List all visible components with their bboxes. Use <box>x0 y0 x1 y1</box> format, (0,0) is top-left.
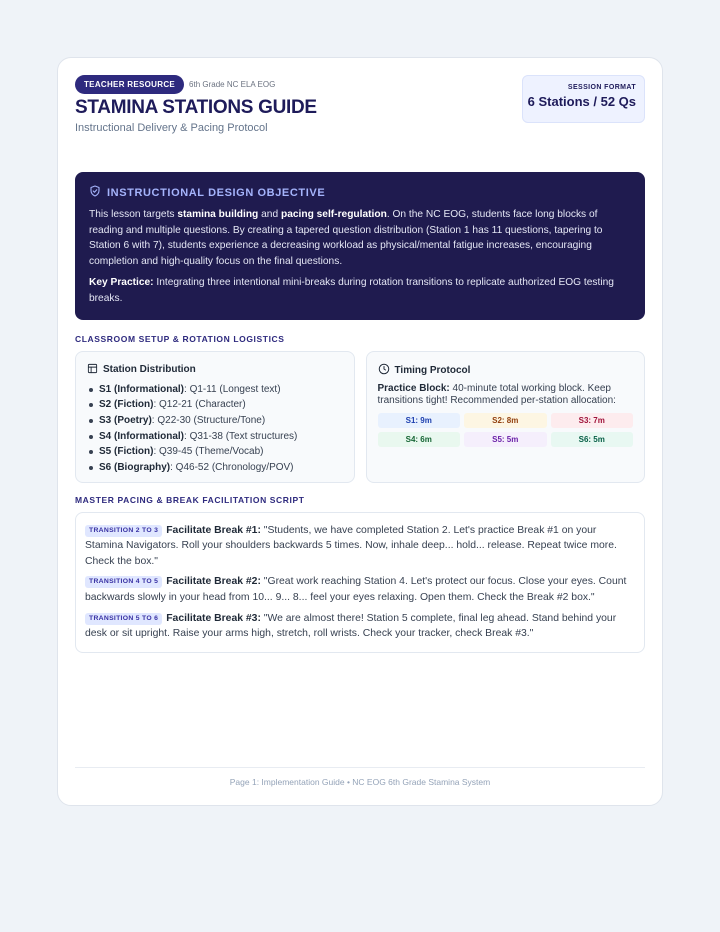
list-item: S1 (Informational): Q1-11 (Longest text) <box>87 382 343 398</box>
list-item: S5 (Fiction): Q39-45 (Theme/Vocab) <box>87 444 343 460</box>
station-distribution-card <box>75 351 355 483</box>
script-section-title: MASTER PACING & BREAK FACILITATION SCRIPT <box>75 494 305 505</box>
list-item: S2 (Fiction): Q12-21 (Character) <box>87 397 343 413</box>
layout-icon <box>87 363 98 377</box>
time-chip: S4: 6m <box>378 432 461 447</box>
time-chip: S5: 5m <box>464 432 547 447</box>
facilitation-script <box>75 512 645 653</box>
key-practice: Key Practice: Integrating three intentional mini-breaks during rotation transitions to replicate authorized EOG testing breaks. <box>89 277 614 304</box>
transition-tag: TRANSITION 4 TO 5 <box>85 576 162 588</box>
station-time-chips <box>378 413 634 447</box>
shield-check-icon <box>89 184 101 202</box>
list-item: S6 (Biography): Q46-52 (Chronology/POV) <box>87 460 343 476</box>
clock-icon <box>378 363 390 378</box>
station-distribution-title: Station Distribution <box>103 364 196 376</box>
guide-page <box>57 57 663 806</box>
page-subtitle: Instructional Delivery & Pacing Protocol <box>75 122 268 134</box>
session-format-value: 6 Stations / 52 Qs <box>527 94 636 109</box>
session-format-box <box>522 75 645 123</box>
list-item: S4 (Informational): Q31-38 (Text structures) <box>87 429 343 445</box>
timing-protocol-title: Timing Protocol <box>394 364 471 376</box>
transition-tag: TRANSITION 2 TO 3 <box>85 525 162 537</box>
station-list <box>87 382 343 476</box>
time-chip: S2: 8m <box>464 413 547 428</box>
time-chip: S3: 7m <box>551 413 634 428</box>
script-line: TRANSITION 5 TO 6 Facilitate Break #3: "We are almost there! Station 5 complete, final leg ahead. Stand behind your desk or sit upright. Raise your arms high, stretch, roll wrists. Check your tracker, check Break #3." <box>85 612 617 640</box>
timing-protocol-card <box>366 351 646 483</box>
grade-label: 6th Grade NC ELA EOG <box>189 80 276 89</box>
teacher-resource-badge: TEACHER RESOURCE <box>75 75 184 94</box>
list-item: S3 (Poetry): Q22-30 (Structure/Tone) <box>87 413 343 429</box>
session-format-label: SESSION FORMAT <box>567 84 636 91</box>
setup-section-title: CLASSROOM SETUP & ROTATION LOGISTICS <box>75 333 285 344</box>
script-line: TRANSITION 2 TO 3 Facilitate Break #1: "Students, we have completed Station 2. Let's practice Break #1 on your Stamina Navigators. Roll your shoulders backwards 5 times. Now, inhale deep... hold... release. Repeat twice more. Check the box." <box>85 524 617 567</box>
objective-text: This lesson targets stamina building and pacing self-regulation. On the NC EOG, students face long blocks of reading and multiple questions. By creating a tapered question distribution (Station 1 has 11 questions, tapering to Station 6 with 7), students experience a decreasing workload as physical/mental fatigue increases, encouraging completion and high-quality focus on the final questions. <box>89 209 603 267</box>
page-title: STAMINA STATIONS GUIDE <box>75 97 317 118</box>
script-line: TRANSITION 4 TO 5 Facilitate Break #2: "Great work reaching Station 4. Let's protect our focus. Close your eyes. Count backwards slowly in your head from 10... 9... 8... feel your eyes relaxing. Open them. Check the Break #2 box." <box>85 576 627 603</box>
time-chip: S1: 9m <box>378 413 461 428</box>
page-footer: Page 1: Implementation Guide • NC EOG 6th Grade Stamina System <box>75 767 645 787</box>
timing-text: Practice Block: 40-minute total working block. Keep transitions tight! Recommended per-station allocation: <box>377 382 616 406</box>
objective-title: INSTRUCTIONAL DESIGN OBJECTIVE <box>107 187 326 199</box>
transition-tag: TRANSITION 5 TO 6 <box>85 613 162 625</box>
time-chip: S6: 5m <box>551 432 634 447</box>
header <box>75 75 645 155</box>
objective-panel <box>75 172 645 320</box>
